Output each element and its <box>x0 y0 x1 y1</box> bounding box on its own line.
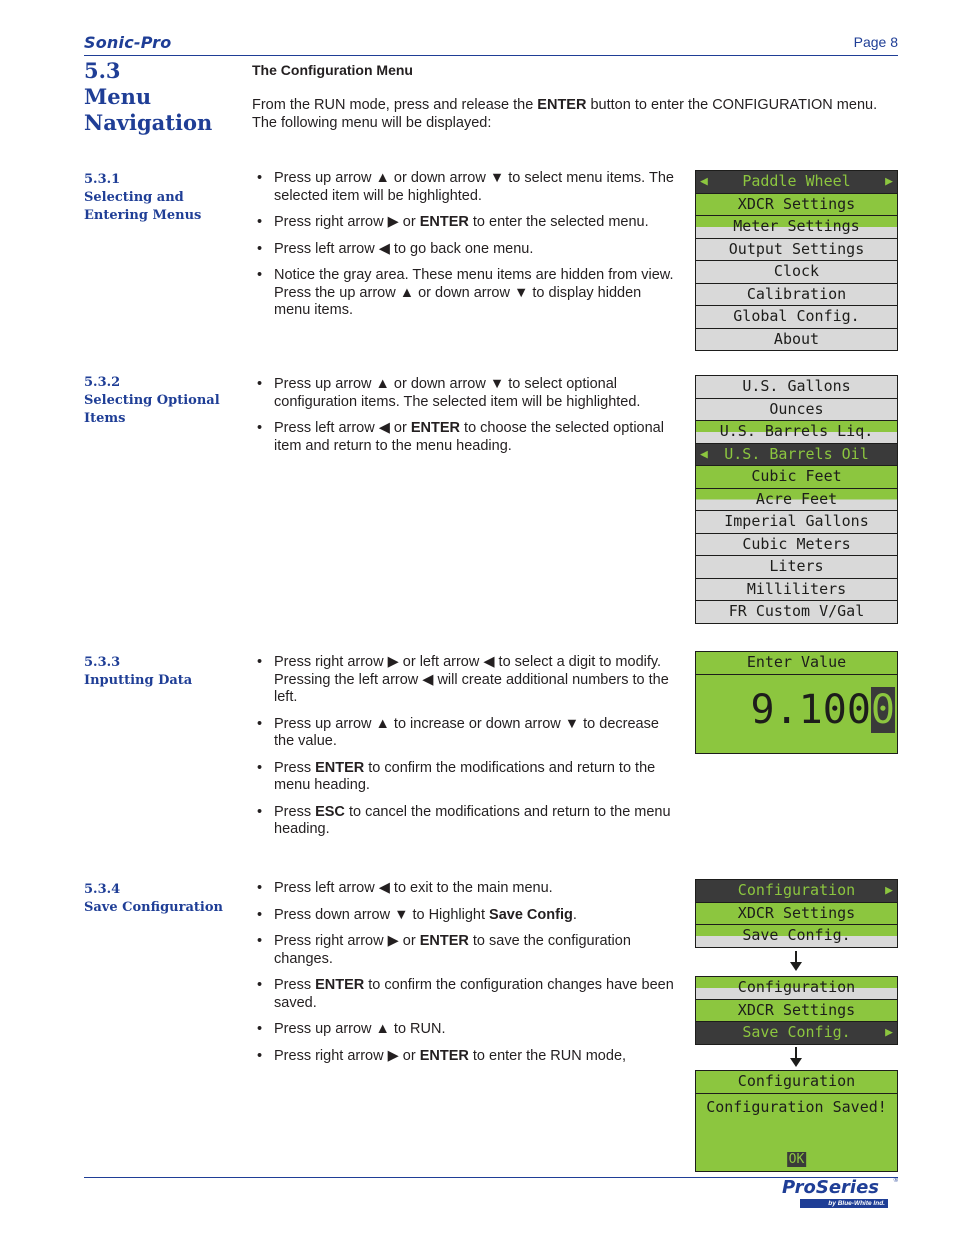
intro-text-1: From the RUN mode, press and release the <box>252 97 538 113</box>
lcd-save-confirm <box>695 1070 898 1172</box>
lcd-menu-item: Meter Settings <box>695 215 898 239</box>
bullet-list-534 <box>257 880 677 1074</box>
subsection-title-line2: Items <box>84 411 126 426</box>
subsection-number: 5.3.1 <box>84 172 121 187</box>
logo-subtitle: by Blue-White Ind. <box>800 1199 888 1208</box>
lcd-option-item-selected <box>695 443 898 467</box>
lcd-option-item: Milliliters <box>695 578 898 602</box>
right-arrow-icon: ▶ <box>885 883 893 898</box>
subsection-heading-531 <box>84 171 201 225</box>
lcd-value-number <box>750 685 895 735</box>
section-title-line1: Menu <box>84 84 152 109</box>
bullet-list-532 <box>257 376 677 464</box>
list-item: • Press up arrow ▲ or down arrow ▼ to select optional configuration items. The selected item will be highlighted. <box>257 376 677 411</box>
lcd-option-item: U.S. Barrels Liq. <box>695 420 898 444</box>
lcd-save-step1 <box>695 879 898 947</box>
lcd-header-row <box>695 170 898 194</box>
lcd-menu-label: Save Config. <box>742 1023 851 1041</box>
lcd-menu-item: Save Config. <box>695 924 898 948</box>
footer-rule <box>84 1177 898 1178</box>
list-item: • Press left arrow ◀ to exit to the main menu. <box>257 880 677 898</box>
bullet-list-531 <box>257 170 677 329</box>
list-item: • Press ENTER to confirm the configuration changes have been saved. <box>257 977 677 1012</box>
list-item: • Press ENTER to confirm the modifications and return to the menu heading. <box>257 760 677 795</box>
lcd-option-item: Acre Feet <box>695 488 898 512</box>
section-number: 5.3 <box>84 58 121 83</box>
list-item: • Notice the gray area. These menu items are hidden from view. Press the up arrow ▲ or down arrow ▼ to display hidden menu items. <box>257 267 677 320</box>
lcd-option-label: U.S. Barrels Oil <box>724 444 869 463</box>
subsection-heading-534 <box>84 881 223 917</box>
ok-button: OK <box>788 1151 805 1167</box>
lcd-menu-item: Global Config. <box>695 305 898 329</box>
down-arrow-icon <box>790 951 802 971</box>
lcd-header-row: Configuration <box>695 976 898 1000</box>
list-item: • Press right arrow ▶ or ENTER to save the configuration changes. <box>257 933 677 968</box>
lcd-main-menu <box>695 170 898 350</box>
lcd-save-step2 <box>695 976 898 1044</box>
list-item: • Press right arrow ▶ or ENTER to enter the RUN mode, <box>257 1048 677 1066</box>
list-item: • Press up arrow ▲ or down arrow ▼ to select menu items. The selected item will be highlighted. <box>257 170 677 205</box>
section-heading <box>84 58 212 136</box>
list-item: • Press left arrow ◀ or ENTER to choose the selected optional item and return to the menu heading. <box>257 420 677 455</box>
lcd-header-label: Paddle Wheel <box>742 172 851 190</box>
proseries-logo <box>782 1177 898 1210</box>
intro-text-2: button to enter the CONFIGURATION menu. The following menu will be displayed: <box>252 97 878 131</box>
lcd-saved-message-box <box>695 1093 898 1172</box>
value-cursor-digit: 0 <box>870 686 895 733</box>
list-item: • Press down arrow ▼ to Highlight Save Config. <box>257 907 677 925</box>
lcd-option-item: Cubic Feet <box>695 465 898 489</box>
lcd-option-item: Cubic Meters <box>695 533 898 557</box>
subsection-number: 5.3.4 <box>84 882 121 897</box>
intro-paragraph <box>252 96 892 132</box>
page-number: Page 8 <box>853 34 898 50</box>
lcd-menu-item: XDCR Settings <box>695 193 898 217</box>
header-rule <box>84 55 898 56</box>
brand-title: Sonic-Pro <box>84 33 172 52</box>
subsection-number: 5.3.2 <box>84 375 121 390</box>
subsection-title-line2: Entering Menus <box>84 208 202 223</box>
right-arrow-icon: ▶ <box>885 1025 893 1040</box>
list-item: • Press right arrow ▶ or left arrow ◀ to select a digit to modify. Pressing the left arrow ◀ will create additional numbers to the left. <box>257 654 677 707</box>
list-item: • Press up arrow ▲ to increase or down arrow ▼ to decrease the value. <box>257 716 677 751</box>
lcd-option-item: Liters <box>695 555 898 579</box>
bullet-list-533 <box>257 654 677 848</box>
intro-title: The Configuration Menu <box>252 62 413 78</box>
right-arrow-icon: ▶ <box>885 174 893 189</box>
subsection-title-line1: Selecting and <box>84 190 184 205</box>
lcd-option-item: Imperial Gallons <box>695 510 898 534</box>
lcd-menu-item: XDCR Settings <box>695 902 898 926</box>
lcd-menu-item: Output Settings <box>695 238 898 262</box>
subsection-number: 5.3.3 <box>84 655 121 670</box>
intro-bold: ENTER <box>537 97 587 113</box>
lcd-menu-item: XDCR Settings <box>695 999 898 1023</box>
lcd-value-display <box>695 674 898 754</box>
registered-mark: ® <box>893 1178 898 1184</box>
lcd-option-item: U.S. Gallons <box>695 375 898 399</box>
logo-wordmark: ProSeries <box>782 1177 880 1198</box>
lcd-header-row <box>695 879 898 903</box>
value-digits: 9.100 <box>750 686 871 733</box>
lcd-saved-message: Configuration Saved! <box>706 1097 887 1116</box>
subsection-title-line1: Save Configuration <box>84 900 223 915</box>
section-title-line2: Navigation <box>84 110 213 135</box>
left-arrow-icon: ◀ <box>700 174 708 189</box>
subsection-heading-532 <box>84 374 220 428</box>
lcd-enter-value <box>695 651 898 754</box>
subsection-title-line1: Selecting Optional <box>84 393 220 408</box>
list-item: • Press right arrow ▶ or ENTER to enter the selected menu. <box>257 214 677 232</box>
subsection-heading-533 <box>84 654 192 690</box>
lcd-menu-item-selected <box>695 1021 898 1045</box>
list-item: • Press ESC to cancel the modifications and return to the menu heading. <box>257 804 677 839</box>
subsection-title-line1: Inputting Data <box>84 673 193 688</box>
lcd-option-list <box>695 375 898 623</box>
lcd-value-label: Enter Value <box>695 651 898 675</box>
lcd-menu-item: Clock <box>695 260 898 284</box>
lcd-header-row: Configuration <box>695 1070 898 1094</box>
down-arrow-icon <box>790 1047 802 1067</box>
lcd-menu-item: About <box>695 328 898 352</box>
list-item: • Press left arrow ◀ to go back one menu. <box>257 241 677 259</box>
lcd-option-item: Ounces <box>695 398 898 422</box>
lcd-option-item: FR Custom V/Gal <box>695 600 898 624</box>
lcd-menu-item: Calibration <box>695 283 898 307</box>
left-arrow-icon: ◀ <box>700 446 708 462</box>
lcd-header-label: Configuration <box>737 881 856 899</box>
list-item: • Press up arrow ▲ to RUN. <box>257 1021 677 1039</box>
